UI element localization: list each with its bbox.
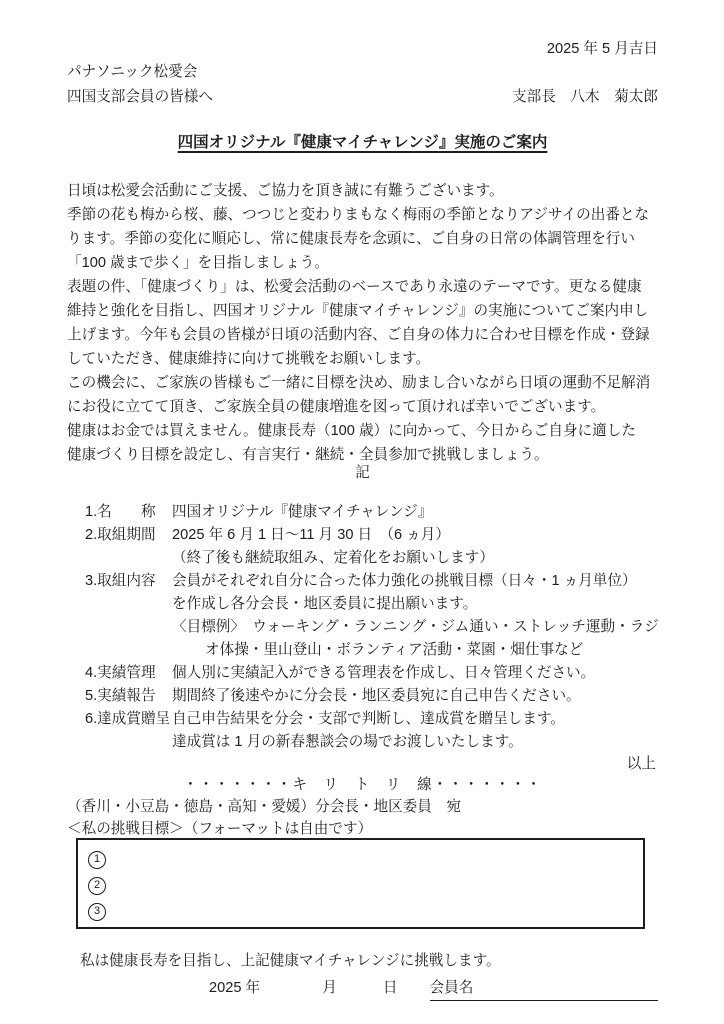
body-paragraphs — [67, 179, 658, 467]
item-text: を作成し各分会長・地区委員に提出願います。 — [172, 596, 478, 612]
body-line: 季節の花も梅から桜、藤、つつじと変わりまもなく梅雨の季節となりアジサイの出番とな — [67, 207, 650, 223]
item-label: 6.達成賞贈呈 — [85, 711, 171, 727]
item-text: 個人別に実績記入ができる管理表を作成し、日々管理ください。 — [172, 665, 596, 681]
list-row-period-note — [85, 547, 658, 570]
list-row-goal-examples — [85, 616, 658, 639]
organization-name: パナソニック松愛会 — [67, 64, 198, 80]
list-row-report — [85, 685, 658, 708]
item-label: 1.名 称 — [85, 504, 156, 520]
goal-entry-box — [76, 838, 645, 929]
list-row-name — [85, 501, 658, 524]
circled-1-icon: 1 — [88, 851, 106, 869]
body-line: ります。季節の変化に順応し、常に健康長寿を念頭に、ご自身の日常の体調管理を行い — [67, 231, 635, 247]
item-label: 2.取組期間 — [85, 527, 156, 543]
circled-3-icon: 3 — [88, 903, 106, 921]
pledge-line: 私は健康長寿を目指し、上記健康マイチャレンジに挑戦します。 — [80, 953, 501, 969]
item-label: 3.取組内容 — [85, 573, 156, 589]
body-line: 日頃は松愛会活動にご支援、ご協力を頂き誠に有難うございます。 — [67, 183, 504, 199]
member-name-label: 会員名 — [429, 980, 474, 996]
item-label: 4.実績管理 — [85, 665, 156, 681]
list-row-content-cont — [85, 593, 658, 616]
body-line: 健康づくり目標を設定し、有言実行・継続・全員参加で挑戦しましょう。 — [67, 447, 549, 463]
signature-day: 日 — [382, 980, 398, 996]
item-label: 5.実績報告 — [85, 688, 156, 704]
circled-2-icon: 2 — [88, 877, 106, 895]
list-row-goal-examples-cont — [85, 639, 658, 662]
addressee-line: （香川・小豆島・徳島・高知・愛媛）分会長・地区委員 宛 — [67, 799, 462, 815]
goal-item-2 — [88, 871, 643, 897]
goal-item-1 — [88, 845, 643, 871]
record-marker: 記 — [355, 465, 370, 481]
body-line: にお役に立てて頂き、ご家族全員の健康増進を図って頂ければ幸いでございます。 — [67, 399, 606, 415]
closing-marker: 以上 — [626, 756, 656, 772]
member-name-field — [430, 976, 658, 1001]
body-line: この機会に、ご家族の皆様もご一緒に目標を決め、励まし合いながら日頃の運動不足解消 — [67, 375, 651, 391]
list-row-content — [85, 570, 658, 593]
item-text: 達成賞は 1 月の新春懇談会の場でお渡しいたします。 — [172, 734, 523, 750]
date-line: 2025 年 5 月吉日 — [546, 41, 658, 57]
body-line: 表題の件、「健康づくり」は、松愛会活動のベースであり永遠のテーマです。更なる健康 — [67, 279, 642, 295]
item-text: 四国オリジナル『健康マイチャレンジ』 — [172, 504, 433, 520]
letter-title-row — [67, 130, 658, 156]
body-line: していただき、健康維持に向けて挑戦をお願いします。 — [67, 351, 431, 367]
body-line: 「100 歳まで歩く」を目指しましょう。 — [67, 255, 329, 271]
item-text: オ体操・里山登山・ボランティア活動・菜園・畑仕事など — [205, 642, 584, 658]
item-text: 会員がそれぞれ自分に合った体力強化の挑戦目標（日々・1 ヵ月単位） — [172, 573, 637, 589]
list-row-award — [85, 708, 658, 731]
list-row-record-mgmt — [85, 662, 658, 685]
list-row-award-cont — [85, 731, 658, 754]
goal-item-3 — [88, 897, 643, 923]
body-line: 維持と強化を目指し、四国オリジナル『健康マイチャレンジ』の実施についてご案内申し — [67, 303, 649, 319]
item-text: 期間終了後速やかに分会長・地区委員宛に自己申告ください。 — [172, 688, 581, 704]
signature-year: 2025 年 — [209, 980, 261, 996]
recipient-line: 四国支部会員の皆様へ — [67, 89, 213, 105]
signature-month: 月 — [322, 980, 337, 996]
cut-line: ・・・・・・・キ リ ト リ 線・・・・・・・ — [183, 777, 542, 793]
body-line: 健康はお金では買えません。健康長寿（100 歳）に向かって、今日からご自身に適した — [67, 423, 636, 439]
recipient-sender-row — [67, 85, 658, 110]
signature-row — [67, 976, 658, 1001]
item-text: 〈目標例〉 ウォーキング・ランニング・ジム通い・ストレッチ運動・ラジ — [172, 619, 659, 635]
list-row-period — [85, 524, 658, 547]
letter-title: 四国オリジナル『健康マイチャレンジ』実施のご案内 — [177, 134, 548, 151]
terms-list — [85, 501, 658, 754]
item-text: 2025 年 6 月 1 日～11 月 30 日 （6 ヵ月） — [172, 527, 450, 543]
item-text: （終了後も継続取組み、定着化をお願いします） — [172, 550, 494, 566]
goal-section-header: ＜私の挑戦目標＞（フォーマットは自由です） — [67, 821, 373, 837]
body-line: 上げます。今年も会員の皆様が日頃の活動内容、ご自身の体力に合わせ目標を作成・登録 — [67, 327, 650, 343]
sender-line: 支部長 八木 菊太郎 — [512, 89, 658, 105]
item-text: 自己申告結果を分会・支部で判断し、達成賞を贈呈します。 — [172, 711, 565, 727]
